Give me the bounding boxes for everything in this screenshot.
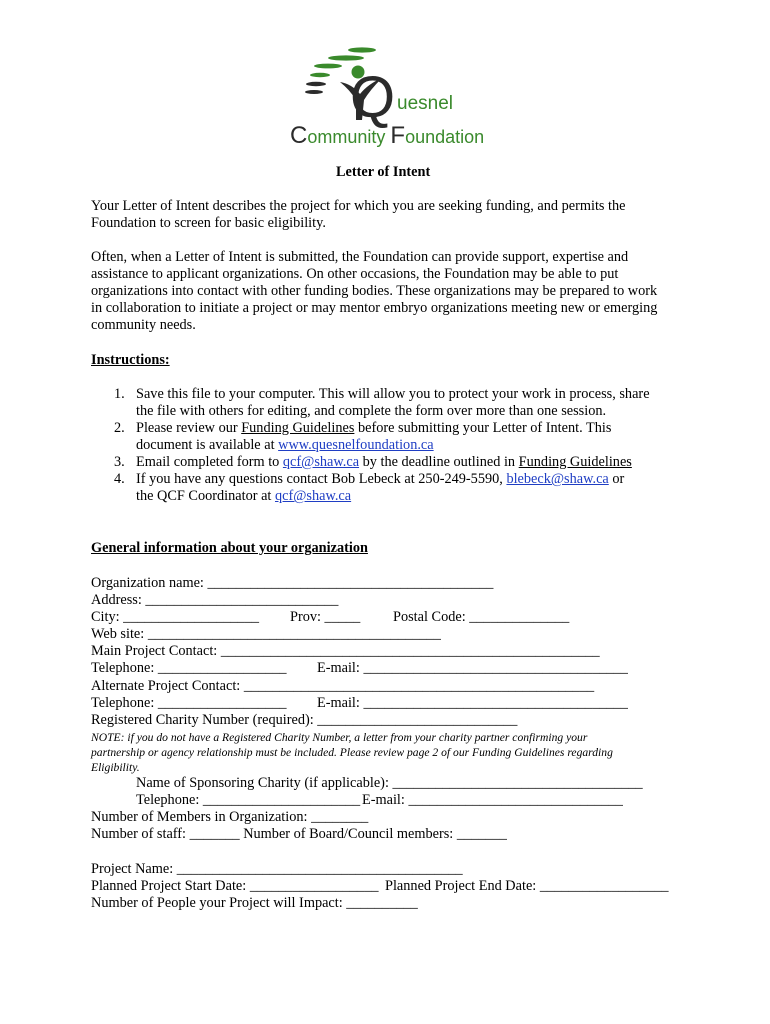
foundation-logo [290,40,490,150]
alt-email-field[interactable]: E-mail: _____________________________________ [317,695,628,711]
sponsor-charity-field[interactable]: Name of Sponsoring Charity (if applicable): ___________________________________ [136,775,643,791]
list-item-text: document is available at [136,437,279,453]
list-number: 3. [114,454,125,470]
members-field[interactable]: Number of Members in Organization: ________ [91,809,369,825]
list-item [136,420,611,437]
general-info-heading: General information about your organization [91,540,368,556]
logo-word-quesnel: uesnel [397,93,453,114]
logo-community-foundation [290,122,485,149]
logo-letter-q: Q [350,65,396,130]
list-number: 4. [114,471,125,487]
email-field[interactable]: E-mail: _____________________________________ [317,660,628,676]
list-item: the file with others for editing, and complete the form over more than one session. [136,403,607,419]
list-item-text: before submitting your Letter of Intent. This [354,420,612,436]
sponsor-email-field[interactable]: E-mail: ______________________________ [362,792,623,808]
instructions-heading: Instructions: [91,352,170,368]
website-field[interactable]: Web site: _________________________________________ [91,626,441,642]
staff-field[interactable]: Number of staff: _______ Number of Board/Council members: _______ [91,826,507,842]
main-contact-field[interactable]: Main Project Contact: _____________________________________________________ [91,643,600,659]
website-link[interactable]: www.quesnelfoundation.ca [278,437,434,453]
funding-guidelines-text: Funding Guidelines [518,454,632,470]
sponsor-telephone-field[interactable]: Telephone: ______________________ [136,792,361,808]
intro-line: organizations into contact with other funding bodies. These organizations may be prepared to work [91,283,658,299]
postal-code-field[interactable]: Postal Code: ______________ [393,609,570,625]
end-date-field[interactable]: Planned Project End Date: __________________ [385,878,669,894]
logo-letter-c: C [290,122,308,149]
prov-field[interactable]: Prov: _____ [290,609,361,625]
list-item-text: Email completed form to [136,454,283,470]
telephone-field[interactable]: Telephone: __________________ [91,660,287,676]
start-date-field[interactable]: Planned Project Start Date: __________________ [91,878,379,894]
qcf-email-link[interactable]: qcf@shaw.ca [274,488,352,504]
logo-letter-f: F [390,122,406,149]
project-name-field[interactable]: Project Name: ________________________________________ [91,861,463,877]
intro-line: Foundation to screen for basic eligibility. [91,215,326,231]
list-number: 2. [114,420,125,436]
list-item [136,471,624,488]
intro-line: assistance to applicant organizations. On other occasions, the Foundation may be able to put [91,266,619,282]
alternate-contact-field[interactable]: Alternate Project Contact: _________________________________________________ [91,678,595,694]
list-item [136,454,632,471]
address-field[interactable]: Address: ___________________________ [91,592,339,608]
intro-line: Often, when a Letter of Intent is submitted, the Foundation can provide support, expertise and [91,249,629,265]
list-item-text: If you have any questions contact Bob Lebeck at 250-249-5590, [136,471,507,487]
note-line: Eligibility. [91,761,140,774]
list-item: Save this file to your computer. This will allow you to protect your work in process, share [136,386,650,402]
list-item [136,437,434,454]
intro-line: Your Letter of Intent describes the project for which you are seeking funding, and permits the [91,198,626,214]
list-number: 1. [114,386,125,402]
logo-word-community: ommunity [307,127,386,147]
note-line: NOTE: if you do not have a Registered Charity Number, a letter from your charity partner confirming your [91,731,588,744]
note-line: partnership or agency relationship must be included. Please review page 2 of our Funding Guidelines regarding [91,746,613,759]
list-item-text: or [608,471,625,487]
page-title: Letter of Intent [336,164,431,180]
alt-telephone-field[interactable]: Telephone: __________________ [91,695,287,711]
list-item-text: by the deadline outlined in [359,454,519,470]
list-item-text: Please review our [136,420,242,436]
org-name-field[interactable]: Organization name: ________________________________________ [91,575,494,591]
qcf-email-link[interactable]: qcf@shaw.ca [282,454,360,470]
city-field[interactable]: City: ___________________ [91,609,259,625]
intro-line: in collaboration to initiate a project or may mentor embryo organizations meeting new or emerging [91,300,658,316]
impact-field[interactable]: Number of People your Project will Impact: __________ [91,895,418,911]
list-item [136,488,351,505]
intro-line: community needs. [91,317,196,333]
list-item-text: the QCF Coordinator at [136,488,275,504]
logo-word-foundation: oundation [405,127,485,147]
charity-number-field[interactable]: Registered Charity Number (required): ____________________________ [91,712,518,728]
blebeck-email-link[interactable]: blebeck@shaw.ca [506,471,609,487]
funding-guidelines-text: Funding Guidelines [241,420,355,436]
